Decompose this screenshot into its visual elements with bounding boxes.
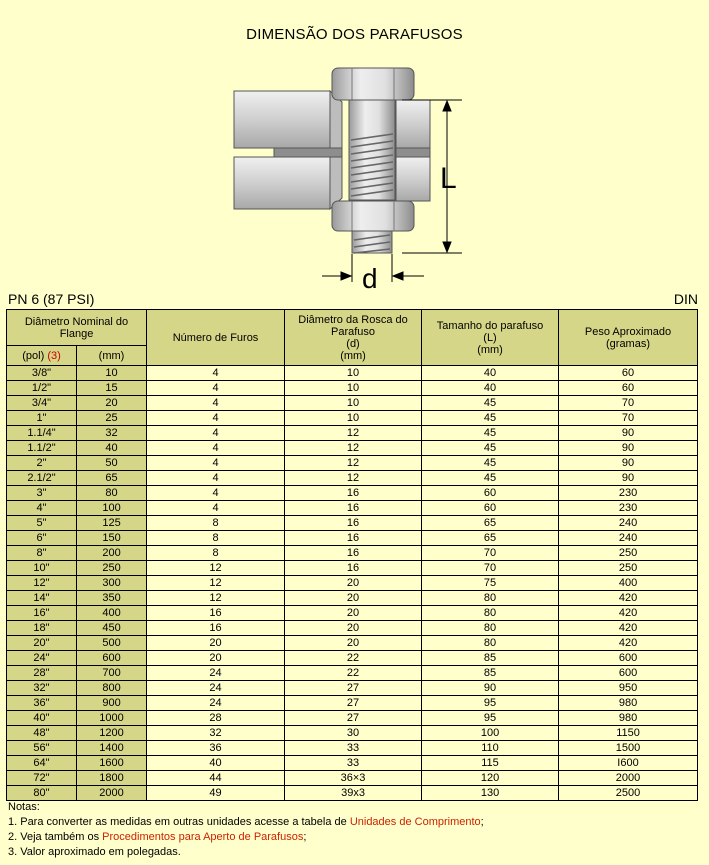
table-cell: 12" xyxy=(7,576,77,591)
table-cell: 600 xyxy=(559,666,698,681)
table-row xyxy=(7,441,698,456)
header-nominal-diameter: Diâmetro Nominal do Flange xyxy=(7,310,147,346)
table-cell: 3/4" xyxy=(7,396,77,411)
table-cell: 3/8" xyxy=(7,366,77,381)
table-row xyxy=(7,381,698,396)
table-cell: 20 xyxy=(147,651,285,666)
table-row xyxy=(7,591,698,606)
table-cell: 800 xyxy=(77,681,147,696)
table-row xyxy=(7,711,698,726)
table-cell: 70 xyxy=(559,396,698,411)
table-cell: 150 xyxy=(77,531,147,546)
table-cell: 950 xyxy=(559,681,698,696)
table-cell: 1200 xyxy=(77,726,147,741)
gasket xyxy=(274,148,342,157)
table-cell: 30 xyxy=(285,726,422,741)
note-1: 1. Para converter as medidas em outras unidades acesse a tabela de Unidades de Comprimento; xyxy=(8,816,484,828)
table-cell: 44 xyxy=(147,771,285,786)
table-cell: 90 xyxy=(559,471,698,486)
table-cell: 45 xyxy=(422,441,559,456)
table-cell: 10 xyxy=(285,366,422,381)
table-cell: 100 xyxy=(422,726,559,741)
table-cell: 125 xyxy=(77,516,147,531)
table-cell: 95 xyxy=(422,696,559,711)
table-cell: 40 xyxy=(77,441,147,456)
table-cell: 60 xyxy=(422,501,559,516)
table-cell: 420 xyxy=(559,636,698,651)
table-cell: 28" xyxy=(7,666,77,681)
table-cell: 40 xyxy=(147,756,285,771)
table-cell: 110 xyxy=(422,741,559,756)
table-cell: 16 xyxy=(285,516,422,531)
table-cell: 45 xyxy=(422,396,559,411)
table-cell: 12 xyxy=(147,561,285,576)
table-cell: 1000 xyxy=(77,711,147,726)
table-cell: 33 xyxy=(285,756,422,771)
table-cell: 1.1/2" xyxy=(7,441,77,456)
table-cell: 420 xyxy=(559,621,698,636)
table-cell: 16 xyxy=(285,561,422,576)
table-cell: 32" xyxy=(7,681,77,696)
table-row xyxy=(7,606,698,621)
table-cell: 14" xyxy=(7,591,77,606)
table-cell: 230 xyxy=(559,501,698,516)
table-cell: 980 xyxy=(559,711,698,726)
flange-upper-right xyxy=(396,100,430,148)
table-cell: 250 xyxy=(559,561,698,576)
table-cell: 420 xyxy=(559,591,698,606)
table-cell: 40 xyxy=(422,366,559,381)
table-cell: 4 xyxy=(147,366,285,381)
table-cell: 12 xyxy=(285,441,422,456)
table-cell: 25 xyxy=(77,411,147,426)
table-cell: 450 xyxy=(77,621,147,636)
table-row xyxy=(7,546,698,561)
table-cell: 8 xyxy=(147,516,285,531)
table-cell: 20 xyxy=(77,396,147,411)
table-cell: 20 xyxy=(285,621,422,636)
header-mm: (mm) xyxy=(77,346,147,366)
table-cell: 16 xyxy=(285,501,422,516)
table-cell: 85 xyxy=(422,651,559,666)
table-cell: 50 xyxy=(77,456,147,471)
table-cell: 350 xyxy=(77,591,147,606)
table-cell: 200 xyxy=(77,546,147,561)
table-cell: 27 xyxy=(285,711,422,726)
table-cell: 20 xyxy=(285,636,422,651)
table-cell: 4 xyxy=(147,486,285,501)
table-cell: 2.1/2" xyxy=(7,471,77,486)
table-cell: 1150 xyxy=(559,726,698,741)
table-cell: 36" xyxy=(7,696,77,711)
table-cell: 4 xyxy=(147,411,285,426)
table-cell: 16 xyxy=(285,486,422,501)
table-row xyxy=(7,411,698,426)
table-cell: 4 xyxy=(147,396,285,411)
table-cell: 24 xyxy=(147,666,285,681)
table-row xyxy=(7,771,698,786)
table-cell: 60 xyxy=(422,486,559,501)
table-cell: 90 xyxy=(559,456,698,471)
table-cell: 95 xyxy=(422,711,559,726)
table-cell: 80" xyxy=(7,786,77,801)
table-cell: 45 xyxy=(422,411,559,426)
table-cell: 20 xyxy=(285,591,422,606)
table-cell: 40 xyxy=(422,381,559,396)
table-cell: 1800 xyxy=(77,771,147,786)
table-cell: 300 xyxy=(77,576,147,591)
table-cell: 16" xyxy=(7,606,77,621)
table-cell: 65 xyxy=(77,471,147,486)
table-cell: 10" xyxy=(7,561,77,576)
bolt-nut xyxy=(332,201,414,231)
table-cell: 700 xyxy=(77,666,147,681)
table-row xyxy=(7,471,698,486)
table-cell: 80 xyxy=(422,606,559,621)
table-cell: 56" xyxy=(7,741,77,756)
table-row xyxy=(7,726,698,741)
table-cell: 10 xyxy=(285,411,422,426)
table-cell: 250 xyxy=(77,561,147,576)
table-cell: 65 xyxy=(422,531,559,546)
table-row xyxy=(7,756,698,771)
table-cell: 64" xyxy=(7,756,77,771)
table-cell: 15 xyxy=(77,381,147,396)
table-cell: 115 xyxy=(422,756,559,771)
table-row xyxy=(7,561,698,576)
table-cell: 22 xyxy=(285,666,422,681)
table-row xyxy=(7,681,698,696)
table-row xyxy=(7,651,698,666)
table-cell: 4 xyxy=(147,441,285,456)
table-cell: 90 xyxy=(422,681,559,696)
table-cell: 2000 xyxy=(77,786,147,801)
table-cell: 45 xyxy=(422,471,559,486)
pressure-class: PN 6 (87 PSI) xyxy=(8,291,95,307)
table-cell: 20 xyxy=(285,576,422,591)
table-cell: 12 xyxy=(285,456,422,471)
table-cell: 33 xyxy=(285,741,422,756)
table-cell: 28 xyxy=(147,711,285,726)
table-cell: 4 xyxy=(147,501,285,516)
table-cell: 39x3 xyxy=(285,786,422,801)
table-cell: 24 xyxy=(147,696,285,711)
table-cell: 80 xyxy=(422,636,559,651)
bolt-diagram xyxy=(0,0,709,292)
table-row xyxy=(7,666,698,681)
table-cell: 32 xyxy=(147,726,285,741)
table-cell: 8 xyxy=(147,531,285,546)
notes xyxy=(8,800,484,860)
bolt-shank xyxy=(349,100,395,200)
length-label: L xyxy=(440,162,457,195)
table-cell: 32 xyxy=(77,426,147,441)
table-cell: 10 xyxy=(285,396,422,411)
table-row xyxy=(7,741,698,756)
table-row xyxy=(7,531,698,546)
table-row xyxy=(7,786,698,801)
table-cell: 10 xyxy=(77,366,147,381)
table-row xyxy=(7,366,698,381)
table-row xyxy=(7,621,698,636)
table-cell: I600 xyxy=(559,756,698,771)
note-3: 3. Valor aproximado em polegadas. xyxy=(8,846,181,858)
flange-lower-left xyxy=(234,157,342,209)
header-bolt-length: Tamanho do parafuso (L) (mm) xyxy=(422,310,559,366)
table-cell: 45 xyxy=(422,456,559,471)
table-cell: 60 xyxy=(559,366,698,381)
table-cell: 240 xyxy=(559,516,698,531)
table-cell: 12 xyxy=(285,471,422,486)
table-cell: 24 xyxy=(147,681,285,696)
table-cell: 16 xyxy=(285,531,422,546)
table-cell: 22 xyxy=(285,651,422,666)
table-row xyxy=(7,576,698,591)
table-cell: 75 xyxy=(422,576,559,591)
table-cell: 120 xyxy=(422,771,559,786)
table-cell: 4 xyxy=(147,381,285,396)
table-cell: 1400 xyxy=(77,741,147,756)
standard-label: DIN xyxy=(673,291,698,307)
table-cell: 20 xyxy=(285,606,422,621)
table-cell: 600 xyxy=(77,651,147,666)
note-ref-3: (3) xyxy=(47,349,61,362)
table-cell: 85 xyxy=(422,666,559,681)
table-cell: 2500 xyxy=(559,786,698,801)
link-tightening-procedures[interactable]: Procedimentos para Aperto de Parafusos xyxy=(102,831,304,843)
table-cell: 400 xyxy=(77,606,147,621)
table-cell: 70 xyxy=(559,411,698,426)
table-cell: 80 xyxy=(77,486,147,501)
table-cell: 5" xyxy=(7,516,77,531)
table-cell: 36 xyxy=(147,741,285,756)
table-cell: 980 xyxy=(559,696,698,711)
table-cell: 1500 xyxy=(559,741,698,756)
table-cell: 36×3 xyxy=(285,771,422,786)
table-cell: 12 xyxy=(147,576,285,591)
table-cell: 2000 xyxy=(559,771,698,786)
bolt-head xyxy=(332,68,414,100)
header-weight: Peso Aproximado (gramas) xyxy=(559,310,698,366)
table-cell: 18" xyxy=(7,621,77,636)
header-thread-diameter: Diâmetro da Rosca do Parafuso (d) (mm) xyxy=(285,310,422,366)
table-cell: 1600 xyxy=(77,756,147,771)
diameter-label: d xyxy=(362,263,378,292)
table-cell: 230 xyxy=(559,486,698,501)
notes-heading: Notas: xyxy=(8,801,40,813)
table-cell: 900 xyxy=(77,696,147,711)
flange-upper-left xyxy=(234,91,342,148)
table-cell: 27 xyxy=(285,681,422,696)
table-cell: 60 xyxy=(559,381,698,396)
table-cell: 20 xyxy=(147,636,285,651)
table-cell: 65 xyxy=(422,516,559,531)
table-row xyxy=(7,516,698,531)
table-cell: 12 xyxy=(285,426,422,441)
table-cell: 27 xyxy=(285,696,422,711)
table-cell: 4 xyxy=(147,426,285,441)
table-cell: 240 xyxy=(559,531,698,546)
table-cell: 130 xyxy=(422,786,559,801)
table-cell: 20" xyxy=(7,636,77,651)
page-title: DIMENSÃO DOS PARAFUSOS xyxy=(246,26,463,43)
header-holes: Número de Furos xyxy=(147,310,285,366)
table-row xyxy=(7,636,698,651)
table-cell: 100 xyxy=(77,501,147,516)
table-cell: 24" xyxy=(7,651,77,666)
table-cell: 16 xyxy=(285,546,422,561)
table-cell: 8 xyxy=(147,546,285,561)
flange-lower-right xyxy=(396,157,430,201)
table-cell: 80 xyxy=(422,591,559,606)
table-cell: 72" xyxy=(7,771,77,786)
table-caption xyxy=(8,291,698,307)
table-cell: 400 xyxy=(559,576,698,591)
table-cell: 1.1/4" xyxy=(7,426,77,441)
table-cell: 12 xyxy=(147,591,285,606)
table-cell: 40" xyxy=(7,711,77,726)
table-cell: 90 xyxy=(559,441,698,456)
table-cell: 16 xyxy=(147,621,285,636)
table-cell: 70 xyxy=(422,546,559,561)
table-cell: 250 xyxy=(559,546,698,561)
table-cell: 16 xyxy=(147,606,285,621)
table-cell: 8" xyxy=(7,546,77,561)
table-row xyxy=(7,456,698,471)
bolt-dimension-table xyxy=(6,309,698,801)
table-cell: 2" xyxy=(7,456,77,471)
table-cell: 4 xyxy=(147,471,285,486)
table-row xyxy=(7,696,698,711)
link-length-units[interactable]: Unidades de Comprimento xyxy=(349,816,481,828)
table-cell: 48" xyxy=(7,726,77,741)
table-cell: 80 xyxy=(422,621,559,636)
table-cell: 1" xyxy=(7,411,77,426)
table-cell: 70 xyxy=(422,561,559,576)
table-cell: 600 xyxy=(559,651,698,666)
table-cell: 10 xyxy=(285,381,422,396)
table-row xyxy=(7,486,698,501)
table-cell: 4 xyxy=(147,456,285,471)
header-pol: (pol) (3) xyxy=(7,346,77,366)
table-cell: 90 xyxy=(559,426,698,441)
note-2: 2. Veja também os Procedimentos para Aperto de Parafusos; xyxy=(8,831,307,843)
table-cell: 6" xyxy=(7,531,77,546)
table-row xyxy=(7,501,698,516)
table-row xyxy=(7,396,698,411)
table-cell: 3" xyxy=(7,486,77,501)
table-cell: 500 xyxy=(77,636,147,651)
table-cell: 45 xyxy=(422,426,559,441)
table-cell: 1/2" xyxy=(7,381,77,396)
table-cell: 4" xyxy=(7,501,77,516)
table-cell: 49 xyxy=(147,786,285,801)
table-row xyxy=(7,426,698,441)
table-cell: 420 xyxy=(559,606,698,621)
